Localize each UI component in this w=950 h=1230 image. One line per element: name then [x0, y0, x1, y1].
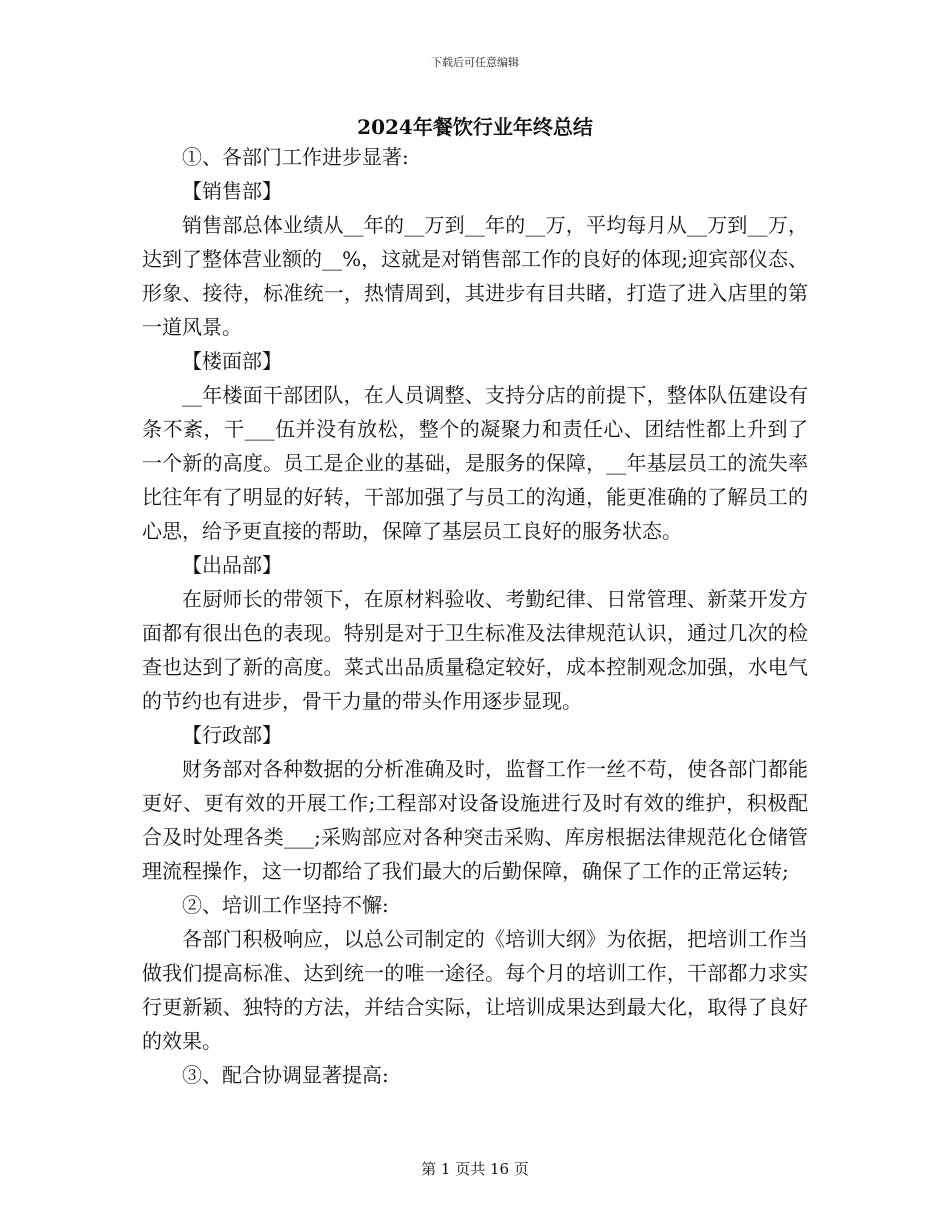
section-heading: ②、培训工作坚持不懈:: [182, 893, 389, 917]
body-paragraph: 销售部总体业绩从__年的__万到__年的__万，平均每月从__万到__万，达到了整体营业额的__%，这就是对销售部工作的良好的体现;迎宾部仪态、形象、接待，标准统一，热情周到，其进步有目共睹，打造了进入店里的第一道风景。: [142, 213, 808, 339]
page-number: 第 1 页共 16 页: [421, 1160, 529, 1178]
section-heading: ③、配合协调显著提高:: [182, 1063, 389, 1087]
document-body: [142, 140, 808, 1092]
department-heading: 【销售部】: [182, 179, 282, 203]
body-paragraph: 在厨师长的带领下，在原材料验收、考勤纪律、日常管理、新菜开发方面都有很出色的表现。特别是对于卫生标准及法律规范认识，通过几次的检查也达到了新的高度。菜式出品质量稳定较好，成本控制观念加强，水电气的节约也有进步，骨干力量的带头作用逐步显现。: [142, 587, 808, 713]
body-paragraph: 各部门积极响应，以总公司制定的《培训大纲》为依据，把培训工作当做我们提高标准、达到统一的唯一途径。每个月的培训工作，干部都力求实行更新颖、独特的方法，并结合实际，让培训成果达到最大化，取得了良好的效果。: [142, 927, 808, 1053]
document-title: 2024年餐饮行业年终总结: [357, 115, 593, 139]
department-heading: 【出品部】: [182, 553, 282, 577]
department-heading: 【行政部】: [182, 723, 282, 747]
section-heading: ①、各部门工作进步显著:: [182, 145, 409, 169]
department-heading: 【楼面部】: [182, 349, 282, 373]
body-paragraph: 财务部对各种数据的分析准确及时，监督工作一丝不苟，使各部门都能更好、更有效的开展工作;工程部对设备设施进行及时有效的维护，积极配合及时处理各类___;采购部应对各种突击采购、库房根据法律规范化仓储管理流程操作，这一切都给了我们最大的后勤保障，确保了工作的正常运转;: [142, 757, 808, 883]
header-note: 下载后可任意编辑: [431, 56, 519, 69]
body-paragraph: __年楼面干部团队，在人员调整、支持分店的前提下，整体队伍建设有条不紊，干___伍并没有放松，整个的凝聚力和责任心、团结性都上升到了一个新的高度。员工是企业的基础，是服务的保障，__年基层员工的流失率比往年有了明显的好转，干部加强了与员工的沟通，能更准确的了解员工的心思，给予更直接的帮助，保障了基层员工良好的服务状态。: [142, 383, 808, 543]
